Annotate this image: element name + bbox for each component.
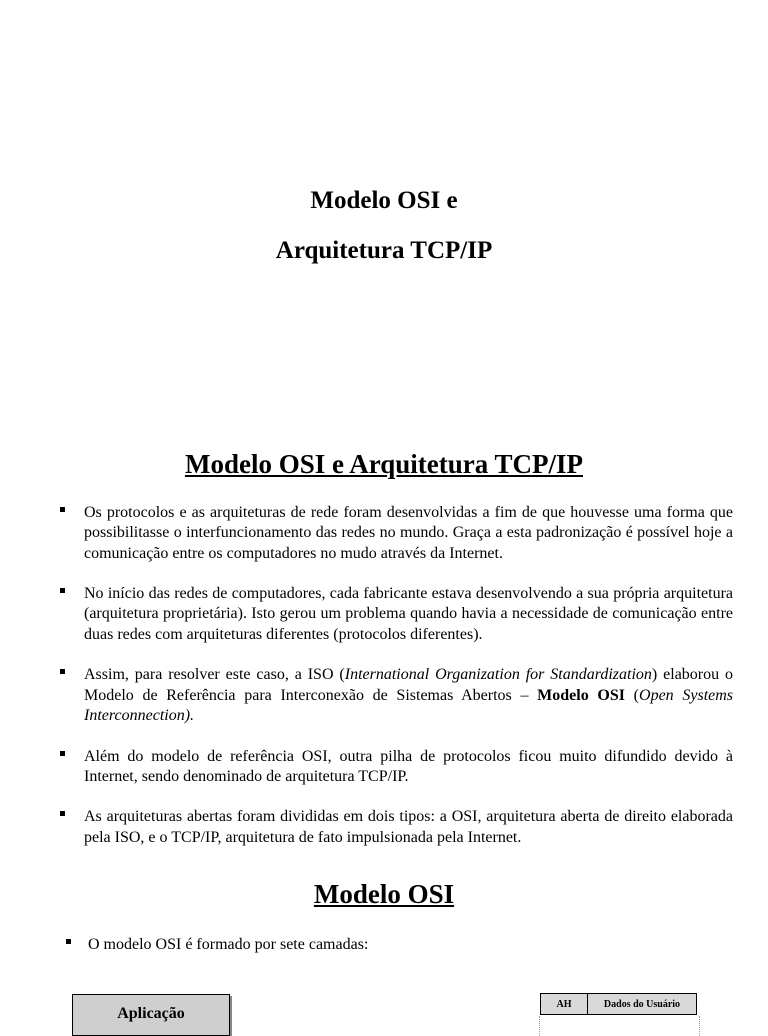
bullet-text: Open Systems Interconnection). <box>84 686 734 724</box>
bullet-text: Assim, para resolver este caso, a ISO ( <box>84 666 345 684</box>
bullet-text: ) elaborou o Modelo de Referência para Interconexão de Sistemas Abertos – <box>84 666 734 704</box>
bullet-text: ( <box>624 686 640 704</box>
square-bullet-icon <box>66 939 71 944</box>
bullet-text: Modelo OSI <box>537 686 625 704</box>
bullet-text: No início das redes de computadores, cada fabricante estava desenvolvendo a sua própria arquitetura (arquitetura proprietária). Isto gerou um problema quando havia a necessidade de comunicação entre duas redes com arquiteturas diferentes (protocolos diferentes). <box>84 585 733 643</box>
cover-title-line-2: Arquitetura TCP/IP <box>275 237 493 264</box>
section-title-osi-tcpip: Modelo OSI e Arquitetura TCP/IP <box>184 449 583 479</box>
bullet-item <box>60 665 733 726</box>
bullet-item <box>66 935 726 955</box>
frame-ah-cell: AH <box>541 994 588 1015</box>
section1-bullet-list <box>60 503 733 868</box>
bullet-text: Os protocolos e as arquiteturas de rede foram desenvolvidas a fim de que houvesse uma forma que possibilitasse o interfuncionamento das redes no mundo. Graça a esta padronização é possível hoje a comunicação entre os computadores no mudo através da Internet. <box>84 504 733 562</box>
section-title-modelo-osi: Modelo OSI <box>313 879 455 909</box>
square-bullet-icon <box>60 811 65 816</box>
square-bullet-icon <box>60 751 65 756</box>
osi-layer-box-aplicacao: Aplicação <box>72 994 230 1036</box>
frame-header-table <box>540 993 697 1015</box>
bullet-item <box>60 503 733 564</box>
bullet-text: O modelo OSI é formado por sete camadas: <box>88 936 369 953</box>
bullet-text: Além do modelo de referência OSI, outra pilha de protocolos ficou muito difundido devido à Internet, sendo denominado de arquitetura TCP/IP. <box>84 747 733 785</box>
square-bullet-icon <box>60 669 65 674</box>
frame-continuation <box>539 1016 700 1036</box>
square-bullet-icon <box>60 588 65 593</box>
bullet-text: As arquiteturas abertas foram divididas em dois tipos: a OSI, arquitetura aberta de direito elaborada pela ISO, e o TCP/IP, arquitetura de fato impulsionada pela Internet. <box>84 808 733 846</box>
frame-user-data-cell: Dados do Usuário <box>588 994 697 1015</box>
cover-title-line-1: Modelo OSI e <box>310 187 458 214</box>
bullet-item <box>60 584 733 645</box>
bullet-text: International Organization for Standardization <box>344 666 652 684</box>
frame-header-row <box>541 994 697 1015</box>
section2-bullet-list <box>66 935 726 976</box>
bullet-item <box>60 747 733 788</box>
bullet-item <box>60 807 733 848</box>
square-bullet-icon <box>60 507 65 512</box>
